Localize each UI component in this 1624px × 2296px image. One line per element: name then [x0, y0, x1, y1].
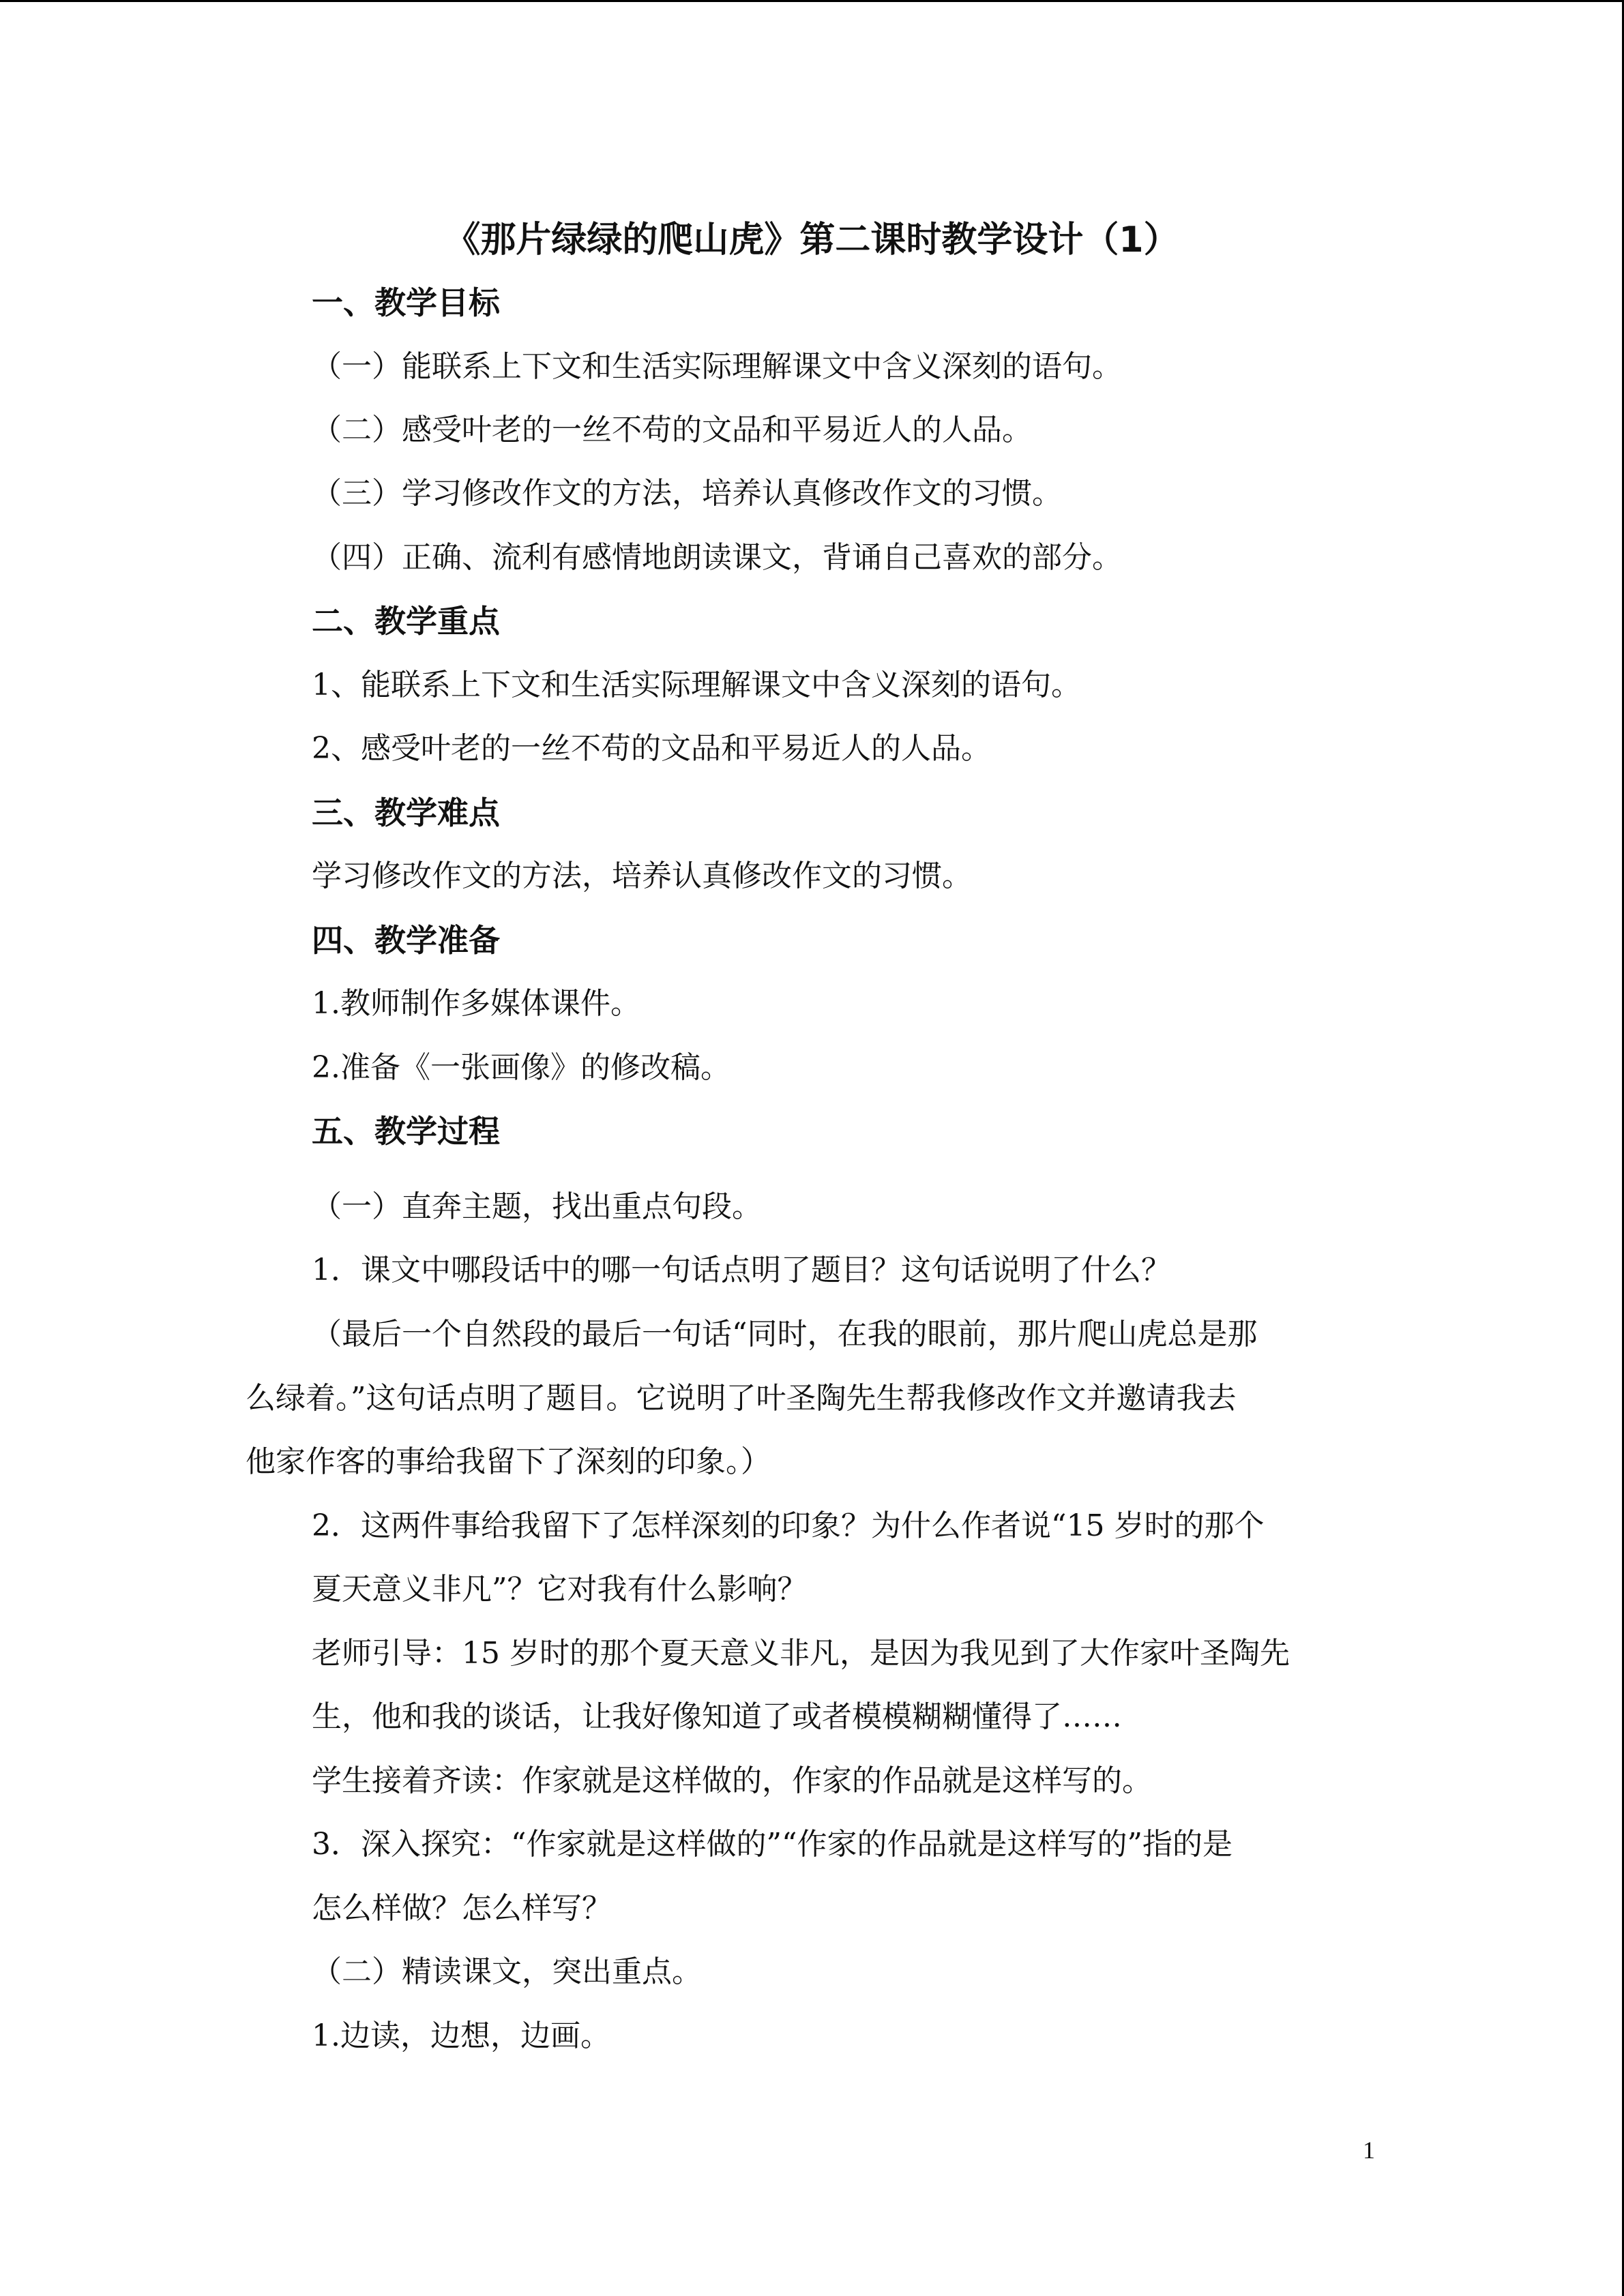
process-line: 1．课文中哪段话中的哪一句话点明了题目？这句话说明了什么？ — [312, 1253, 1171, 1287]
goal-item: （四）正确、流利有感情地朗读课文，背诵自己喜欢的部分。 — [312, 540, 1122, 575]
page-number: 1 — [1363, 2136, 1375, 2164]
preparation-item: 1.教师制作多媒体课件。 — [312, 986, 640, 1021]
process-line: 么绿着。”这句话点明了题目。它说明了叶圣陶先生帮我修改作文并邀请我去 — [246, 1381, 1237, 1416]
process-line: 3．深入探究：“作家就是这样做的”“作家的作品就是这样写的”指的是 — [312, 1827, 1232, 1862]
process-line: 生，他和我的谈话，让我好像知道了或者模模糊糊懂得了…… — [312, 1699, 1122, 1734]
preparation-item: 2.准备《一张画像》的修改稿。 — [312, 1050, 730, 1085]
process-line: （最后一个自然段的最后一句话“同时，在我的眼前，那片爬山虎总是那 — [312, 1317, 1258, 1352]
goal-item: （三）学习修改作文的方法，培养认真修改作文的习惯。 — [312, 476, 1062, 511]
page-top-border — [0, 0, 1624, 2]
process-line: 老师引导：15 岁时的那个夏天意义非凡，是因为我见到了大作家叶圣陶先 — [312, 1636, 1290, 1671]
goal-item: （二）感受叶老的一丝不苟的文品和平易近人的人品。 — [312, 413, 1032, 447]
section-heading-preparation: 四、教学准备 — [312, 922, 500, 959]
difficulty-item: 学习修改作文的方法，培养认真修改作文的习惯。 — [312, 859, 972, 893]
process-line: （一）直奔主题，找出重点句段。 — [312, 1189, 762, 1224]
document-title: 《那片绿绿的爬山虎》第二课时教学设计（1） — [445, 220, 1179, 260]
process-line: 2．这两件事给我留下了怎样深刻的印象？为什么作者说“15 岁时的那个 — [312, 1508, 1265, 1543]
section-heading-difficulties: 三、教学难点 — [312, 794, 500, 831]
key-point-item: 2、感受叶老的一丝不苟的文品和平易近人的人品。 — [312, 731, 991, 766]
process-line: 他家作客的事给我留下了深刻的印象。） — [246, 1444, 771, 1479]
process-line: 怎么样做？怎么样写？ — [312, 1891, 612, 1926]
key-point-item: 1、能联系上下文和生活实际理解课文中含义深刻的语句。 — [312, 668, 1081, 702]
process-line: 学生接着齐读：作家就是这样做的，作家的作品就是这样写的。 — [312, 1763, 1152, 1798]
process-line: 1.边读，边想，边画。 — [312, 2018, 610, 2053]
section-heading-process: 五、教学过程 — [312, 1113, 500, 1150]
section-heading-key-points: 二、教学重点 — [312, 603, 500, 640]
process-line: （二）精读课文，突出重点。 — [312, 1954, 702, 1989]
goal-item: （一）能联系上下文和生活实际理解课文中含义深刻的语句。 — [312, 349, 1122, 384]
section-heading-goals: 一、教学目标 — [312, 284, 500, 321]
process-line: 夏天意义非凡”？它对我有什么影响？ — [312, 1572, 808, 1607]
